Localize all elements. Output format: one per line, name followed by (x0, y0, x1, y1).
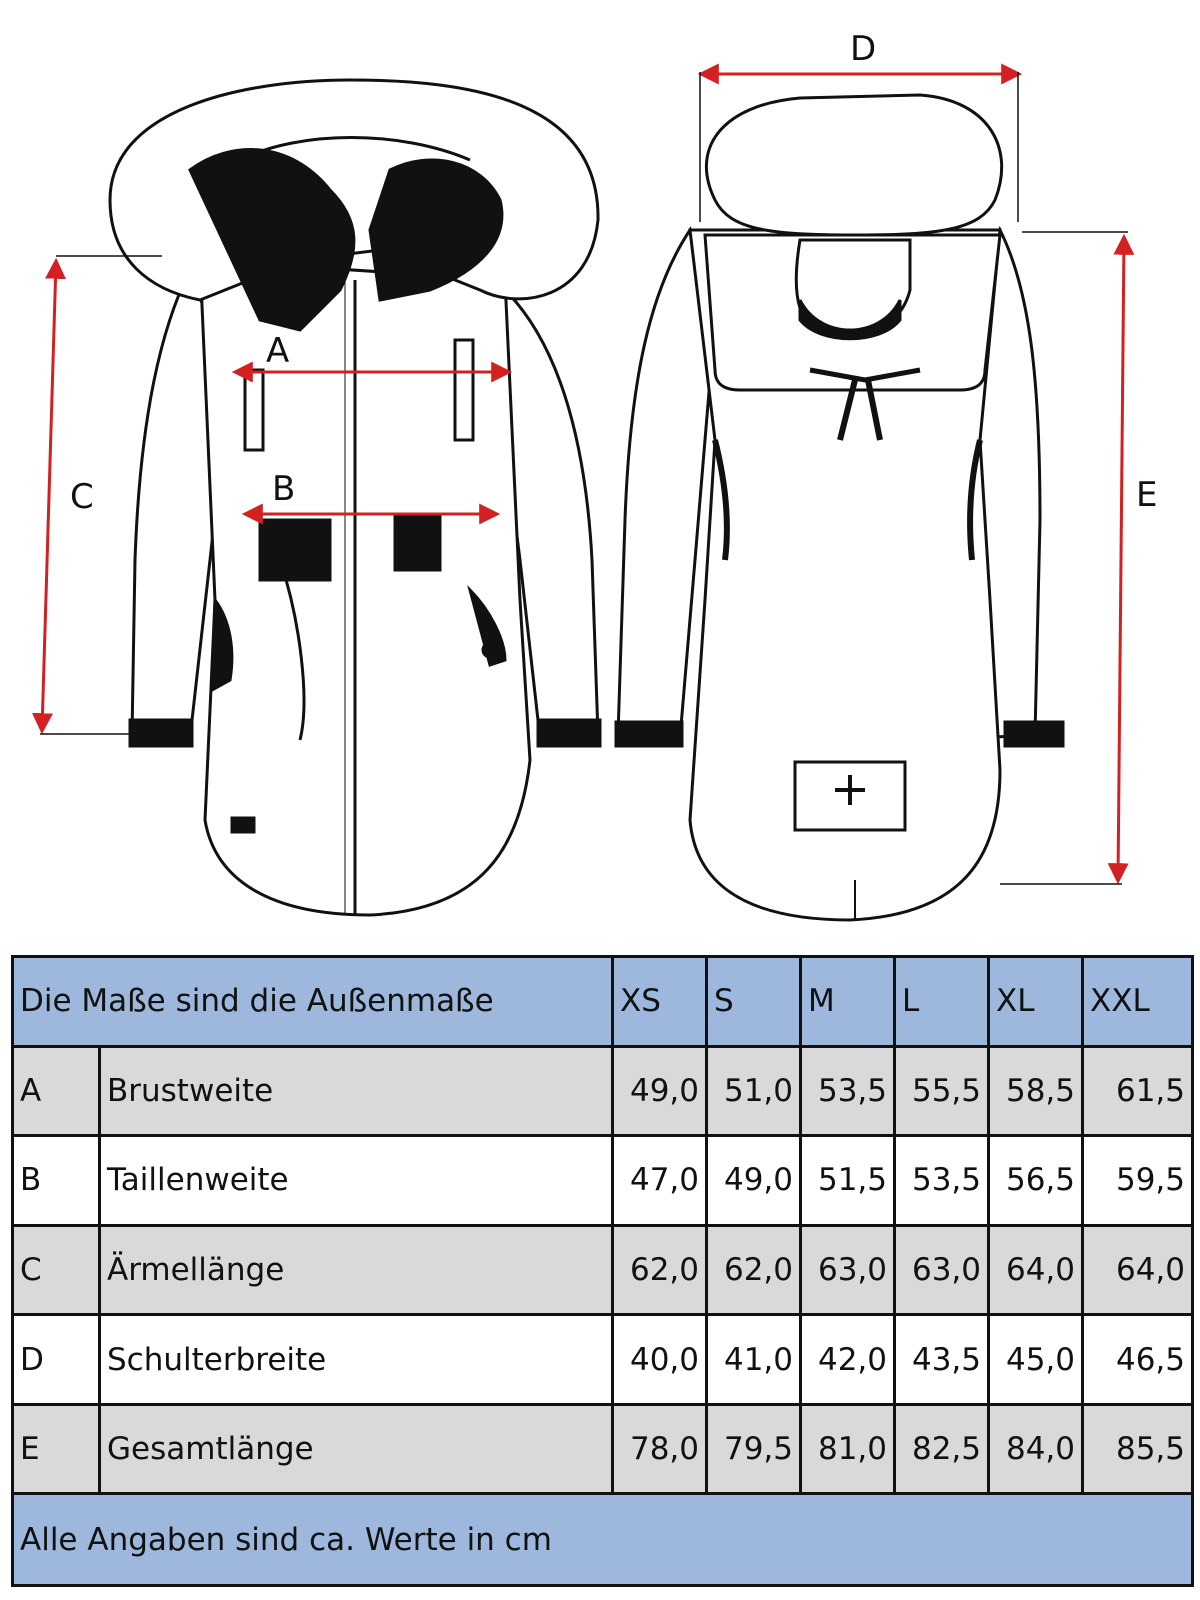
table-cell: 63,0 (801, 1225, 895, 1315)
table-cell: 43,5 (895, 1315, 989, 1405)
table-cell: 59,5 (1083, 1136, 1193, 1226)
size-header: L (895, 957, 989, 1047)
table-cell: 53,5 (801, 1046, 895, 1136)
measure-code: E (13, 1404, 100, 1494)
table-cell: 49,0 (707, 1136, 801, 1226)
table-cell: 46,5 (1083, 1315, 1193, 1405)
measure-name: Schulterbreite (100, 1315, 613, 1405)
table-cell: 56,5 (989, 1136, 1083, 1226)
size-header: XL (989, 957, 1083, 1047)
table-cell: 61,5 (1083, 1046, 1193, 1136)
table-header-row (13, 957, 1193, 1047)
table-row (13, 1136, 1193, 1226)
table-cell: 45,0 (989, 1315, 1083, 1405)
measure-name: Gesamtlänge (100, 1404, 613, 1494)
table-cell: 84,0 (989, 1404, 1083, 1494)
jacket-back-drawing (616, 95, 1063, 920)
table-row (13, 1046, 1193, 1136)
table-cell: 51,0 (707, 1046, 801, 1136)
table-cell: 47,0 (613, 1136, 707, 1226)
measure-c-arrow (42, 262, 56, 730)
table-cell: 64,0 (989, 1225, 1083, 1315)
table-cell: 49,0 (613, 1046, 707, 1136)
size-header: XXL (1083, 957, 1193, 1047)
table-cell: 82,5 (895, 1404, 989, 1494)
table-cell: 64,0 (1083, 1225, 1193, 1315)
table-row (13, 1404, 1193, 1494)
table-cell: 53,5 (895, 1136, 989, 1226)
table-cell: 58,5 (989, 1046, 1083, 1136)
table-cell: 51,5 (801, 1136, 895, 1226)
table-cell: 42,0 (801, 1315, 895, 1405)
label-a: A (266, 331, 290, 371)
table-cell: 40,0 (613, 1315, 707, 1405)
measure-code: C (13, 1225, 100, 1315)
measure-code: B (13, 1136, 100, 1226)
measure-code: D (13, 1315, 100, 1405)
table-cell: 62,0 (613, 1225, 707, 1315)
table-row (13, 1315, 1193, 1405)
table-cell: 79,5 (707, 1404, 801, 1494)
measure-name: Ärmellänge (100, 1225, 613, 1315)
size-header: M (801, 957, 895, 1047)
table-cell: 62,0 (707, 1225, 801, 1315)
table-cell: 78,0 (613, 1404, 707, 1494)
measure-name: Brustweite (100, 1046, 613, 1136)
table-row (13, 1225, 1193, 1315)
table-footer-row (13, 1494, 1193, 1586)
measure-code: A (13, 1046, 100, 1136)
size-table (11, 955, 1194, 1587)
size-header: S (707, 957, 801, 1047)
table-header-label: Die Maße sind die Außenmaße (13, 957, 613, 1047)
size-header: XS (613, 957, 707, 1047)
measure-name: Taillenweite (100, 1136, 613, 1226)
table-cell: 63,0 (895, 1225, 989, 1315)
table-cell: 41,0 (707, 1315, 801, 1405)
table-cell: 85,5 (1083, 1404, 1193, 1494)
table-cell: 81,0 (801, 1404, 895, 1494)
label-d: D (850, 29, 877, 69)
label-e: E (1136, 475, 1158, 515)
table-footer-note: Alle Angaben sind ca. Werte in cm (13, 1494, 1193, 1586)
table-cell: 55,5 (895, 1046, 989, 1136)
label-c: C (70, 477, 94, 517)
measure-e-arrow (1118, 238, 1124, 880)
label-b: B (272, 469, 296, 509)
jacket-front-drawing (110, 80, 600, 915)
